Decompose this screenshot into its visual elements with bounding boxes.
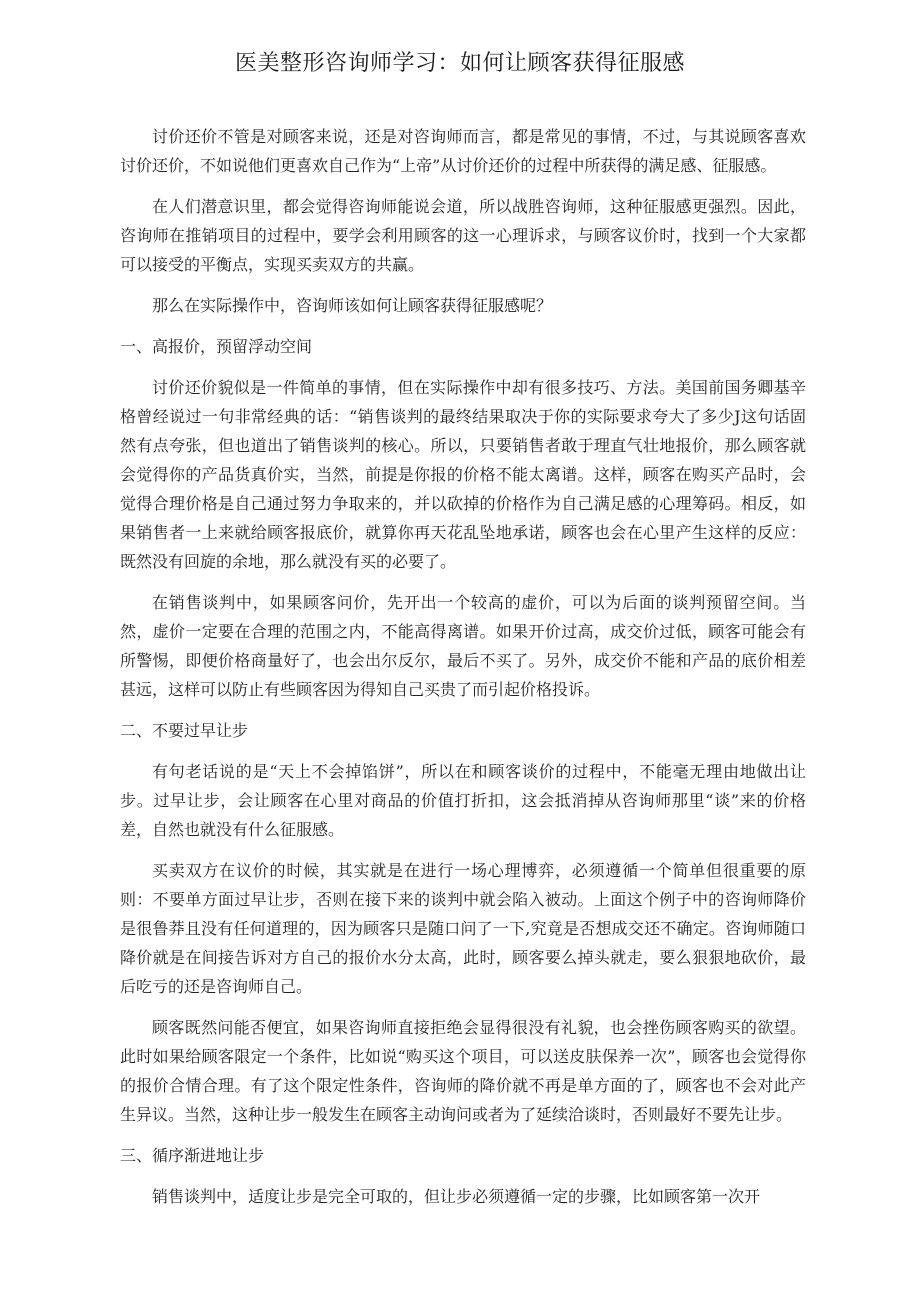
paragraph: 有句老话说的是“天上不会掉馅饼”，所以在和顾客谈价的过程中，不能毫无理由地做出让步。过早让步，会让顾客在心里对商品的价值打折扣，这会抵消掉从咨询师那里“谈”来的价格差，自然也就没有什么征服感。 bbox=[120, 762, 806, 839]
paragraph: 在人们潜意识里，都会觉得咨询师能说会道，所以战胜咨询师，这种征服感更强烈。因此，咨询师在推销项目的过程中，要学会利用顾客的这一心理诉求，与顾客议价时，找到一个大家都可以接受的平衡点，实现买卖双方的共赢。 bbox=[120, 197, 806, 274]
document-body bbox=[120, 122, 806, 1223]
section-heading: 一、高报价，预留浮动空间 bbox=[120, 337, 313, 356]
paragraph: 销售谈判中，适度让步是完全可取的，但让步必须遵循一定的步骤，比如顾客第一次开 bbox=[152, 1187, 761, 1206]
paragraph: 讨价还价貌似是一件简单的事情，但在实际操作中却有很多技巧、方法。美国前国务卿基辛格曾经说过一句非常经典的话：“销售谈判的最终结果取决于你的实际要求夸大了多少J这句话固然有点夸张，但也道出了销售谈判的核心。所以，只要销售者敢于理直气壮地报价，那么顾客就会觉得你的产品货真价实，当然，前提是你报的价格不能太离谱。这样，顾客在购买产品时，会觉得合理价格是自己通过努力争取来的，并以砍掉的价格作为自己满足感的心理筹码。相反，如果销售者一上来就给顾客报底价，就算你再天花乱坠地承诺，顾客也会在心里产生这样的反应：既然没有回旋的余地，那么就没有买的必要了。 bbox=[120, 378, 806, 571]
document-title: 医美整形咨询师学习：如何让顾客获得征服感 bbox=[234, 51, 685, 76]
paragraph: 顾客既然问能否便宜，如果咨询师直接拒绝会显得很没有礼貌，也会挫伤顾客购买的欲望。此时如果给顾客限定一个条件，比如说“购买这个项目，可以送皮肤保养一次”，顾客也会觉得你的报价合情合理。有了这个限定性条件，咨询师的降价就不再是单方面的了，顾客也不会对此产生异议。当然，这种让步一般发生在顾客主动询问或者为了延续洽谈时，否则最好不要先让步。 bbox=[120, 1018, 806, 1124]
paragraph: 那么在实际操作中，咨询师该如何让顾客获得征服感呢？ bbox=[152, 296, 553, 315]
section-heading: 二、不要过早让步 bbox=[120, 721, 249, 740]
paragraph: 在销售谈判中，如果顾客问价，先开出一个较高的虚价，可以为后面的谈判预留空间。当然，虚价一定要在合理的范围之内，不能高得离谱。如果开价过高，成交价过低，顾客可能会有所警惕，即便价格商量好了，也会出尔反尔，最后不买了。另外，成交价不能和产品的底价相差甚远，这样可以防止有些顾客因为得知自己买贵了而引起价格投诉。 bbox=[120, 593, 806, 699]
section-heading: 三、循序渐进地让步 bbox=[120, 1146, 265, 1165]
paragraph: 买卖双方在议价的时候，其实就是在进行一场心理博弈，必须遵循一个简单但很重要的原则：不要单方面过早让步，否则在接下来的谈判中就会陷入被动。上面这个例子中的咨询师降价是很鲁莽且没有任何道理的，因为顾客只是随口问了一下,究竟是否想成交还不确定。咨询师随口降价就是在间接告诉对方自己的报价水分太高，此时，顾客要么掉头就走，要么狠狠地砍价，最后吃亏的还是咨询师自己。 bbox=[120, 861, 806, 996]
paragraph: 讨价还价不管是对顾客来说，还是对咨询师而言，都是常见的事情，不过，与其说顾客喜欢讨价还价，不如说他们更喜欢自己作为“上帝”从讨价还价的过程中所获得的满足感、征服感。 bbox=[120, 127, 806, 175]
